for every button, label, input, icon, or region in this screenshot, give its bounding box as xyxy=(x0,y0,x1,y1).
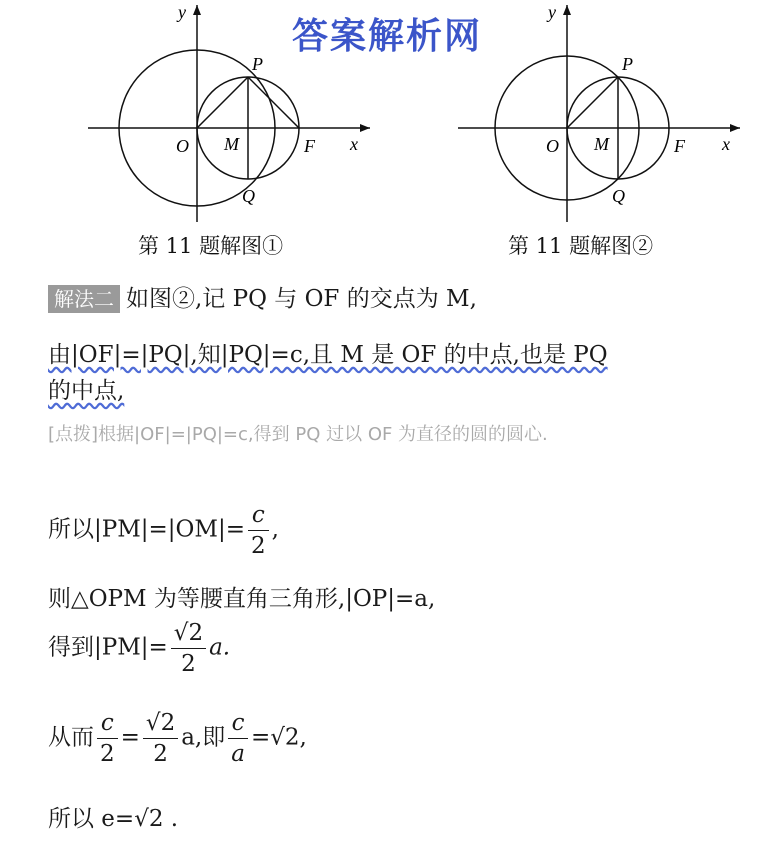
solution-line-3: 的中点, xyxy=(48,378,125,404)
fraction-denominator: 2 xyxy=(153,741,168,767)
line-6-suffix: a. xyxy=(209,634,231,661)
line-7-equals: = xyxy=(120,724,140,751)
y-axis-arrow xyxy=(563,5,571,15)
watermark-title: 答案解析网 xyxy=(292,16,483,57)
fraction-sqrt2-over-2 xyxy=(143,708,178,769)
fraction-denominator: 2 xyxy=(100,741,115,767)
fraction-numerator: √2 xyxy=(143,708,178,739)
solution-line-1-text: 如图②,记 PQ 与 OF 的交点为 M, xyxy=(126,286,477,312)
solution-line-8: 所以 e=√2 . xyxy=(48,806,179,832)
label-q: Q xyxy=(612,186,625,206)
fraction-sqrt2-over-2 xyxy=(171,618,206,679)
line-7-prefix: 从而 xyxy=(48,724,94,751)
label-p: P xyxy=(622,54,633,74)
fraction-c-over-2 xyxy=(248,500,269,561)
fraction-numerator: c xyxy=(248,500,269,531)
solution-line-2: 由|OF|=|PQ|,知|PQ|=c,且 M 是 OF 的中点,也是 PQ xyxy=(48,342,608,368)
line-4-suffix: , xyxy=(271,516,279,543)
label-x: x xyxy=(350,134,358,154)
solution-line-5: 则△OPM 为等腰直角三角形,|OP|=a, xyxy=(48,586,436,612)
y-axis-arrow xyxy=(193,5,201,15)
label-f: F xyxy=(304,136,315,156)
fraction-denominator: a xyxy=(231,741,245,767)
label-f: F xyxy=(674,136,685,156)
line-4-prefix: 所以|PM|=|OM|= xyxy=(48,516,245,543)
solution-line-4 xyxy=(48,500,279,561)
line-6-prefix: 得到|PM|= xyxy=(48,634,168,661)
fraction-numerator: √2 xyxy=(171,618,206,649)
figure-1-caption: 第 11 题解图① xyxy=(138,234,284,258)
fraction-c-over-a xyxy=(228,708,248,769)
label-o: O xyxy=(546,136,559,156)
fraction-numerator: c xyxy=(97,708,118,739)
label-q: Q xyxy=(242,186,255,206)
x-axis-arrow xyxy=(730,124,740,132)
solution-badge: 解法二 xyxy=(48,285,120,313)
solution-line-7 xyxy=(48,708,307,769)
fraction-c-over-2 xyxy=(97,708,118,769)
label-m: M xyxy=(224,134,239,154)
fraction-numerator: c xyxy=(228,708,248,739)
label-p: P xyxy=(252,54,263,74)
fraction-denominator: 2 xyxy=(181,651,196,677)
label-y: y xyxy=(548,2,556,22)
label-o: O xyxy=(176,136,189,156)
line-7-end: =√2, xyxy=(250,724,307,751)
figure-2-diagram xyxy=(450,0,750,230)
figure-2-caption: 第 11 题解图② xyxy=(508,234,654,258)
x-axis-arrow xyxy=(360,124,370,132)
label-x: x xyxy=(722,134,730,154)
line-7-mid: a,即 xyxy=(181,724,226,751)
label-y: y xyxy=(178,2,186,22)
figure-1-diagram xyxy=(80,0,380,230)
label-m: M xyxy=(594,134,609,154)
fraction-denominator: 2 xyxy=(250,533,266,559)
solution-line-6 xyxy=(48,618,230,679)
hint-note: [点拨]根据|OF|=|PQ|=c,得到 PQ 过以 OF 为直径的圆的圆心. xyxy=(48,424,548,445)
solution-line-1 xyxy=(48,280,477,313)
